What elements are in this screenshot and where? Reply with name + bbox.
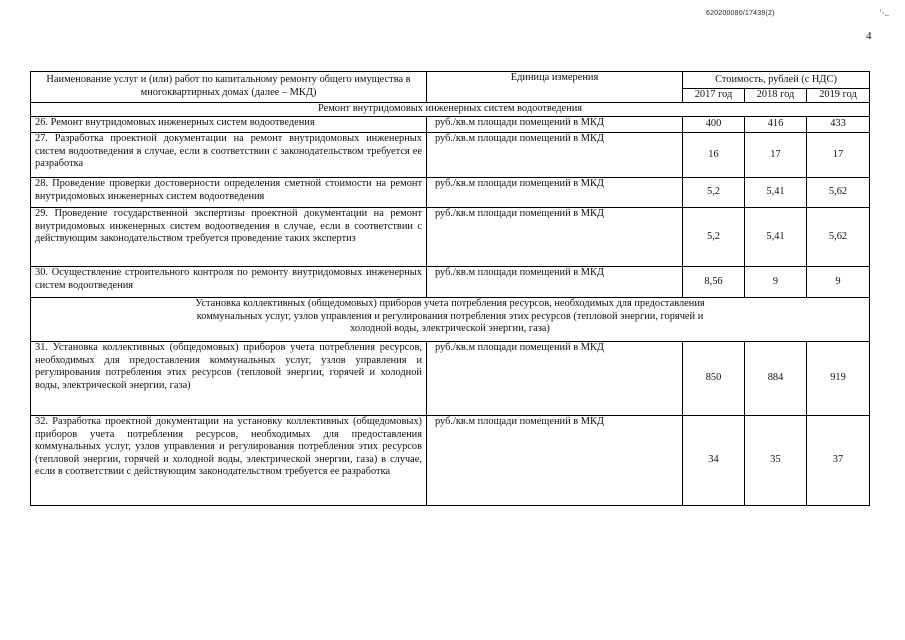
row-name: 28. Проведение проверки достоверности определения сметной стоимости на ремонт внутридомовых инженерных систем водоотведения [31,178,427,208]
row-value-2019: 17 [807,133,870,178]
row-value-2018: 5,41 [745,208,807,267]
header-name: Наименование услуг и (или) работ по капитальному ремонту общего имущества в многоквартирных домах (далее – МКД) [31,72,427,103]
row-value-2017: 16 [683,133,745,178]
row-value-2019: 5,62 [807,208,870,267]
row-unit: руб./кв.м площади помещений в МКД [427,178,683,208]
table-row [31,267,870,298]
header-year-2018: 2018 год [745,89,807,103]
row-unit: руб./кв.м площади помещений в МКД [427,133,683,178]
row-value-2018: 9 [745,267,807,298]
row-name: 29. Проведение государственной экспертизы проектной документации на ремонт внутридомовых инженерных систем водоотведения в случае, если в соответствии с действующим законодательством требуется проведение таких экспертиз [31,208,427,267]
section-title: Ремонт внутридомовых инженерных систем водоотведения [31,103,870,117]
page-number: 4 [866,30,872,42]
row-value-2017: 34 [683,416,745,506]
row-name: 26. Ремонт внутридомовых инженерных систем водоотведения [31,117,427,133]
table-row [31,178,870,208]
row-name: 27. Разработка проектной документации на ремонт внутридомовых инженерных систем водоотведения в случае, если в соответствии с законодательством требуется ее разработка [31,133,427,178]
header-unit: Единица измерения [427,72,683,103]
row-value-2018: 35 [745,416,807,506]
row-value-2017: 5,2 [683,178,745,208]
table-row [31,342,870,416]
table-row [31,117,870,133]
header-year-2019: 2019 год [807,89,870,103]
row-value-2019: 5,62 [807,178,870,208]
table-row [31,208,870,267]
row-value-2018: 5,41 [745,178,807,208]
row-value-2018: 416 [745,117,807,133]
row-unit: руб./кв.м площади помещений в МКД [427,342,683,416]
header-year-2017: 2017 год [683,89,745,103]
row-unit: руб./кв.м площади помещений в МКД [427,117,683,133]
row-name: 32. Разработка проектной документации на установку коллективных (общедомовых) приборов учета потребления ресурсов, необходимых для предоставления коммунальных услуг, узлов управления и регулирования потребления этих ресурсов (тепловой энергии, горячей и холодной воды, электрической энергии, газа) в случае, если в соответствии с действующим законодательством требуется ее разработка [31,416,427,506]
corner-mark: '·.. [880,8,890,18]
row-name: 30. Осуществление строительного контроля по ремонту внутридомовых инженерных систем водоотведения [31,267,427,298]
row-value-2019: 433 [807,117,870,133]
row-value-2018: 884 [745,342,807,416]
row-unit: руб./кв.м площади помещений в МКД [427,267,683,298]
document-id: 620200080/17439(2) [706,10,775,17]
section-title: Установка коллективных (общедомовых) приборов учета потребления ресурсов, необходимых для предоставления коммунальных услуг, узлов управления и регулирования потребления этих ресурсов (тепловой энергии, горячей и холодной воды, электрической энергии, газа) [31,298,870,342]
row-unit: руб./кв.м площади помещений в МКД [427,208,683,267]
row-unit: руб./кв.м площади помещений в МКД [427,416,683,506]
row-value-2019: 37 [807,416,870,506]
row-name: 31. Установка коллективных (общедомовых) приборов учета потребления ресурсов, необходимых для предоставления коммунальных услуг, узлов управления и регулирования потребления этих ресурсов (тепловой энергии, горячей и холодной воды, электрической энергии, газа) [31,342,427,416]
row-value-2017: 850 [683,342,745,416]
row-value-2017: 5,2 [683,208,745,267]
table-row [31,133,870,178]
tariff-table [30,71,870,506]
table-row [31,416,870,506]
row-value-2019: 919 [807,342,870,416]
row-value-2019: 9 [807,267,870,298]
row-value-2018: 17 [745,133,807,178]
header-cost: Стоимость, рублей (с НДС) [683,72,870,89]
row-value-2017: 8,56 [683,267,745,298]
row-value-2017: 400 [683,117,745,133]
